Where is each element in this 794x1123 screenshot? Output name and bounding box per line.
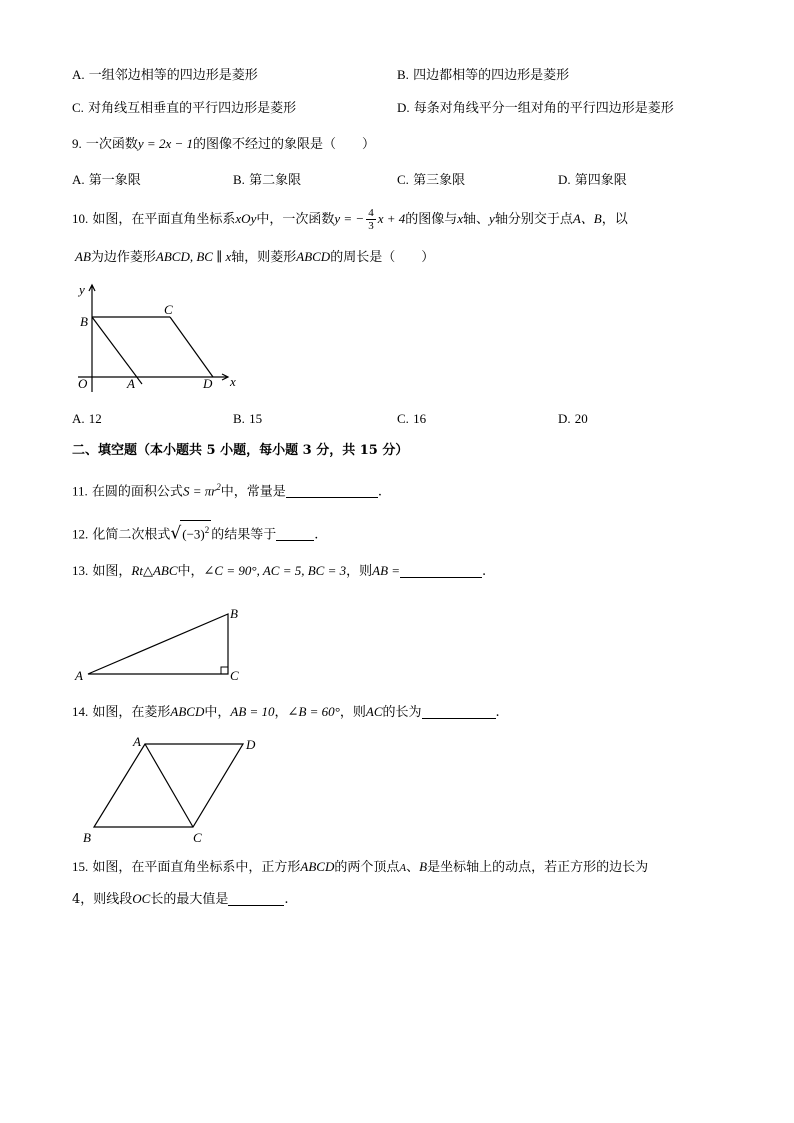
q10-figure — [70, 280, 250, 400]
rhombus-side-cd — [170, 317, 213, 377]
label-b: B — [83, 830, 91, 845]
q10-option-b: B. 15 — [233, 411, 263, 426]
line-ab — [92, 317, 142, 384]
q12-answer-blank[interactable] — [276, 526, 314, 541]
q8-option-d: D. 每条对角线平分一组对角的平行四边形是菱形 — [397, 100, 674, 116]
q10-option-a: A. 12 — [72, 411, 102, 426]
label-a: A — [75, 668, 83, 683]
q8-option-a: A. 一组邻边相等的四边形是菱形 — [72, 67, 258, 83]
q10-fraction: $\frac{4}{3}$ — [368, 207, 374, 232]
right-angle-mark-icon — [221, 667, 228, 674]
q15-stem-line2: 4，则线段OC长的最大值是 . — [72, 891, 289, 907]
label-a: A — [133, 734, 141, 749]
q10-stem-line1: 10. 如图，在平面直角坐标系xOy中，一次函数y = − $\frac{4}{3}$ x + 4的图像与x轴、y轴分别交于点A、B，以 — [72, 207, 628, 232]
q14-stem: 14. 如图，在菱形ABCD中，AB = 10，∠B = 60°，则AC的长为 . — [72, 704, 500, 720]
q9-option-d: D. 第四象限 — [558, 172, 627, 188]
q12-radicand: $(-3)^2$ — [180, 520, 211, 543]
q15-answer-blank[interactable] — [228, 891, 284, 906]
q9-option-c: C. 第三象限 — [397, 172, 466, 188]
sqrt-icon: √ — [170, 523, 182, 544]
q14-figure — [80, 732, 270, 852]
q13-stem: 13. 如图，Rt△ABC中，∠C = 90°, AC = 5, BC = 3，则AB = . — [72, 563, 487, 579]
q13-answer-blank[interactable] — [400, 563, 482, 578]
q10-stem-line2: AB为边作菱形ABCD, BC ∥ x轴，则菱形ABCD的周长是（ ） — [75, 249, 435, 265]
diagonal-ac — [145, 744, 193, 827]
label-c: C — [230, 668, 239, 683]
q13-figure — [70, 600, 250, 690]
label-o: O — [78, 376, 88, 391]
label-d: D — [203, 376, 213, 391]
label-c: C — [164, 302, 173, 317]
q8-option-b: B. 四边都相等的四边形是菱形 — [397, 67, 570, 83]
label-b: B — [80, 314, 88, 329]
q10-option-c: C. 16 — [397, 411, 427, 426]
label-y: y — [79, 282, 85, 297]
q11-answer-blank[interactable] — [286, 483, 378, 498]
label-d: D — [246, 737, 256, 752]
q12-stem: 12. 化简二次根式$√(-3)^2$ 的结果等于 . — [72, 520, 318, 544]
section-title: 二、填空题（本小题共 5 小题，每小题 3 分，共 15 分） — [72, 443, 409, 458]
q9-option-b: B. 第二象限 — [233, 172, 302, 188]
q11-stem: 11. 在圆的面积公式$S = \pi r^2$中，常量是 . — [72, 482, 382, 500]
label-b: B — [230, 606, 238, 621]
label-c: C — [193, 830, 202, 845]
label-a: A — [127, 376, 135, 391]
triangle-abc — [88, 614, 228, 674]
q10-option-d: D. 20 — [558, 411, 588, 426]
q15-stem-line1: 15. 如图，在平面直角坐标系中，正方形ABCD的两个顶点A、B是坐标轴上的动点，若正方形的边长为 — [72, 859, 649, 875]
q8-option-c: C. 对角线互相垂直的平行四边形是菱形 — [72, 100, 297, 116]
q9-option-a: A. 第一象限 — [72, 172, 141, 188]
q9-stem: 9. 一次函数y = 2x − 1的图像不经过的象限是（ ） — [72, 136, 376, 152]
q14-answer-blank[interactable] — [422, 704, 496, 719]
label-x: x — [230, 374, 236, 389]
